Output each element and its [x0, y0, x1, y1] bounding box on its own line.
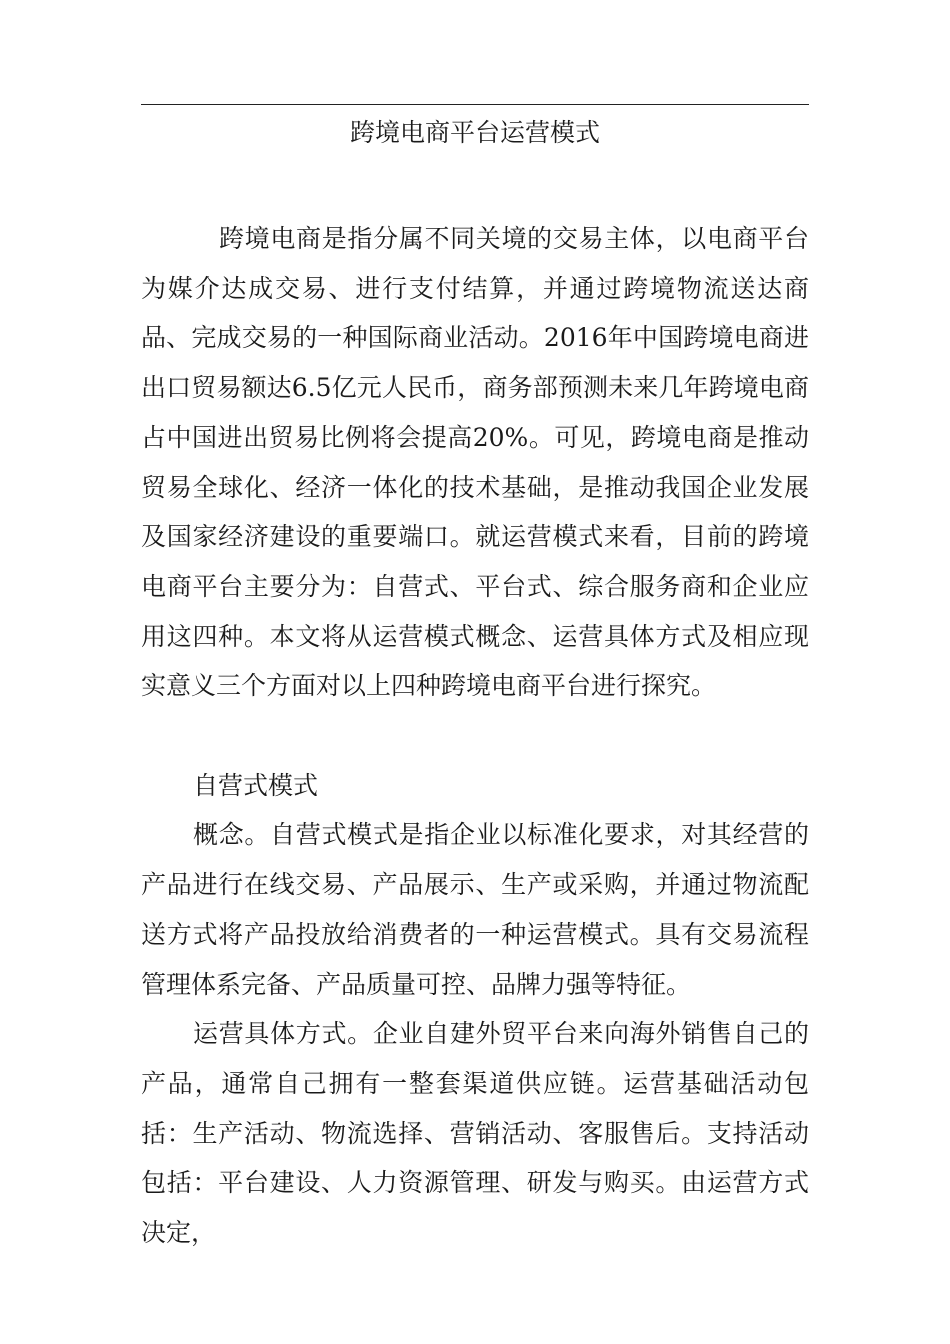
document-title: 跨境电商平台运营模式	[349, 118, 600, 147]
operation-paragraph: 运营具体方式。企业自建外贸平台来向海外销售自己的产品，通常自己拥有一整套渠道供应链。运营基础活动包括：生产活动、物流选择、营销活动、客服售后。支持活动包括：平台建设、人力资源管理、研发与购买。由运营方式决定，	[141, 1019, 809, 1248]
document-body	[141, 214, 809, 1258]
concept-paragraph: 概念。自营式模式是指企业以标准化要求，对其经营的产品进行在线交易、产品展示、生产或采购，并通过物流配送方式将产品投放给消费者的一种运营模式。具有交易流程管理体系完备、产品质量可控、品牌力强等特征。	[141, 820, 809, 999]
intro-paragraph: 跨境电商是指分属不同关境的交易主体，以电商平台为媒介达成交易、进行支付结算，并通过跨境物流送达商品、完成交易的一种国际商业活动。2016年中国跨境电商进出口贸易额达6.5亿元人民币，商务部预测未来几年跨境电商占中国进出贸易比例将会提高20%。可见，跨境电商是推动贸易全球化、经济一体化的技术基础，是推动我国企业发展及国家经济建设的重要端口。就运营模式来看，目前的跨境电商平台主要分为：自营式、平台式、综合服务商和企业应用这四种。本文将从运营模式概念、运营具体方式及相应现实意义三个方面对以上四种跨境电商平台进行探究。	[141, 224, 809, 701]
section-heading: 自营式模式	[193, 770, 319, 800]
header-rule	[141, 104, 809, 105]
